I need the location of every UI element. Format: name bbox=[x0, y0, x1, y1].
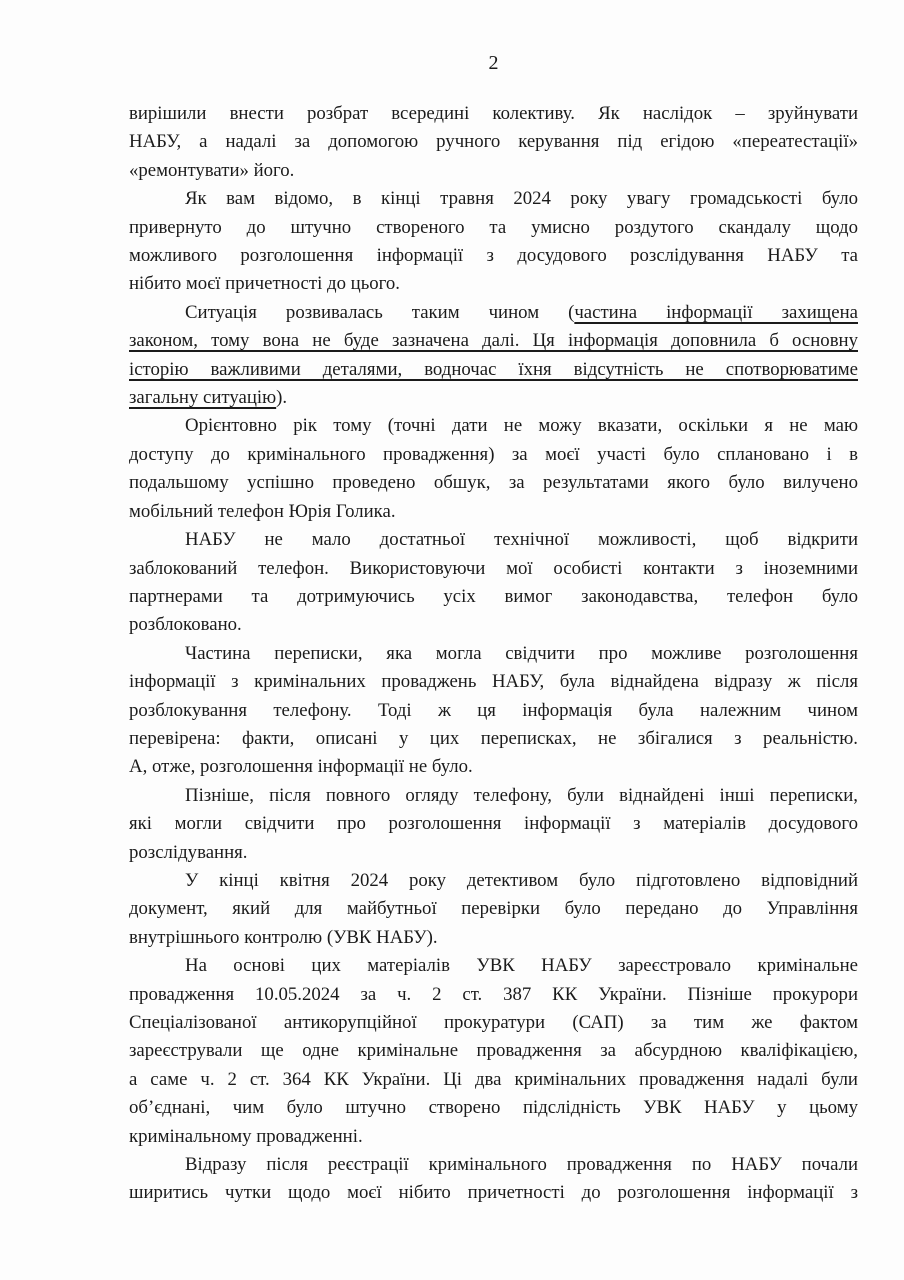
text-line: можливого розголошення інформації з досудового розслідування НАБУ та bbox=[129, 245, 858, 267]
text-line: А, отже, розголошення інформації не було. bbox=[129, 756, 473, 778]
underlined-text-line: законом, тому вона не буде зазначена далі. Ця інформація доповнила б основну bbox=[129, 330, 858, 352]
text-line: об’єднані, чим було штучно створено підслідність УВК НАБУ у цьому bbox=[129, 1097, 858, 1119]
text-line: привернуто до штучно створеного та умисно роздутого скандалу щодо bbox=[129, 216, 858, 238]
text-line: партнерами та дотримуючись усіх вимог законодавства, телефон було bbox=[129, 585, 858, 607]
text-line: Як вам відомо, в кінці травня 2024 року увагу громадськості було bbox=[185, 188, 858, 210]
text-line: НАБУ, а надалі за допомогою ручного керування під егідою «переатестації» bbox=[129, 131, 858, 153]
text-line: розблокування телефону. Тоді ж ця інформація була належним чином bbox=[129, 699, 858, 721]
text-line: мобільний телефон Юрія Голика. bbox=[129, 500, 396, 522]
text-line bbox=[129, 384, 858, 412]
text-segment: Ситуація розвивалась таким чином ( bbox=[185, 301, 575, 323]
text-line: розслідування. bbox=[129, 841, 248, 863]
text-line: документ, який для майбутньої перевірки було передано до Управління bbox=[129, 898, 858, 920]
paragraph-8 bbox=[129, 867, 858, 952]
text-line: кримінальному провадженні. bbox=[129, 1125, 363, 1147]
text-line: «ремонтувати» його. bbox=[129, 159, 295, 181]
text-line: внутрішнього контролю (УВК НАБУ). bbox=[129, 926, 438, 948]
underlined-text-line: історію важливими деталями, водночас їхня відсутність не спотворюватиме bbox=[129, 358, 858, 380]
text-line: нібито моєї причетності до цього. bbox=[129, 273, 400, 295]
text-line: НАБУ не мало достатньої технічної можливості, щоб відкрити bbox=[185, 529, 858, 551]
text-line: Спеціалізованої антикорупційної прокуратури (САП) за тим же фактом bbox=[129, 1012, 858, 1033]
text-line: зареєстрували ще одне кримінальне провадження за абсурдною кваліфікацією, bbox=[129, 1040, 858, 1062]
text-line bbox=[129, 299, 858, 327]
text-line: провадження 10.05.2024 за ч. 2 ст. 387 КК України. Пізніше прокурори bbox=[129, 983, 858, 1005]
paragraph-10 bbox=[129, 1151, 858, 1208]
text-line: Відразу після реєстрації кримінального провадження по НАБУ почали bbox=[185, 1154, 858, 1176]
text-line: а саме ч. 2 ст. 364 КК України. Ці два кримінальних провадження надалі були bbox=[129, 1068, 858, 1090]
text-line: ширитись чутки щодо моєї нібито причетності до розголошення інформації з bbox=[129, 1182, 858, 1204]
text-line: які могли свідчити про розголошення інформації з матеріалів досудового bbox=[129, 813, 858, 835]
paragraph-4 bbox=[129, 412, 858, 526]
text-line: Пізніше, після повного огляду телефону, були віднайдені інші переписки, bbox=[185, 784, 858, 806]
text-line: заблокований телефон. Використовуючи мої особисті контакти з іноземними bbox=[129, 557, 858, 579]
text-line: перевірена: факти, описані у цих переписках, не збігалися з реальністю. bbox=[129, 727, 858, 749]
paragraph-9 bbox=[129, 952, 858, 1151]
paragraph-6 bbox=[129, 640, 858, 782]
text-line: Орієнтовно рік тому (точні дати не можу вказати, оскільки я не маю bbox=[185, 415, 858, 437]
text-line: доступу до кримінального провадження) за моєї участі було сплановано і в bbox=[129, 443, 858, 465]
paragraph-1 bbox=[129, 100, 858, 185]
document-text bbox=[129, 100, 858, 1208]
paragraph-7 bbox=[129, 782, 858, 867]
text-line: вирішили внести розбрат всередині колективу. Як наслідок – зруйнувати bbox=[129, 103, 858, 124]
text-line: розблоковано. bbox=[129, 614, 242, 636]
text-line: інформації з кримінальних проваджень НАБУ, була віднайдена відразу ж після bbox=[129, 671, 858, 693]
page-number: 2 bbox=[488, 52, 499, 74]
underlined-text: частина інформації захищена bbox=[574, 301, 858, 323]
paragraph-3 bbox=[129, 299, 858, 413]
text-line: подальшому успішно проведено обшук, за результатами якого було вилучено bbox=[129, 472, 858, 494]
underlined-text: загальну ситуацію bbox=[129, 387, 277, 409]
text-line: У кінці квітня 2024 року детективом було підготовлено відповідний bbox=[185, 869, 858, 891]
text-line: На основі цих матеріалів УВК НАБУ зареєстровало кримінальне bbox=[185, 955, 858, 977]
paragraph-5 bbox=[129, 526, 858, 640]
text-segment: ). bbox=[276, 387, 288, 409]
paragraph-2 bbox=[129, 185, 858, 299]
text-line: Частина переписки, яка могла свідчити про можливе розголошення bbox=[185, 642, 858, 664]
